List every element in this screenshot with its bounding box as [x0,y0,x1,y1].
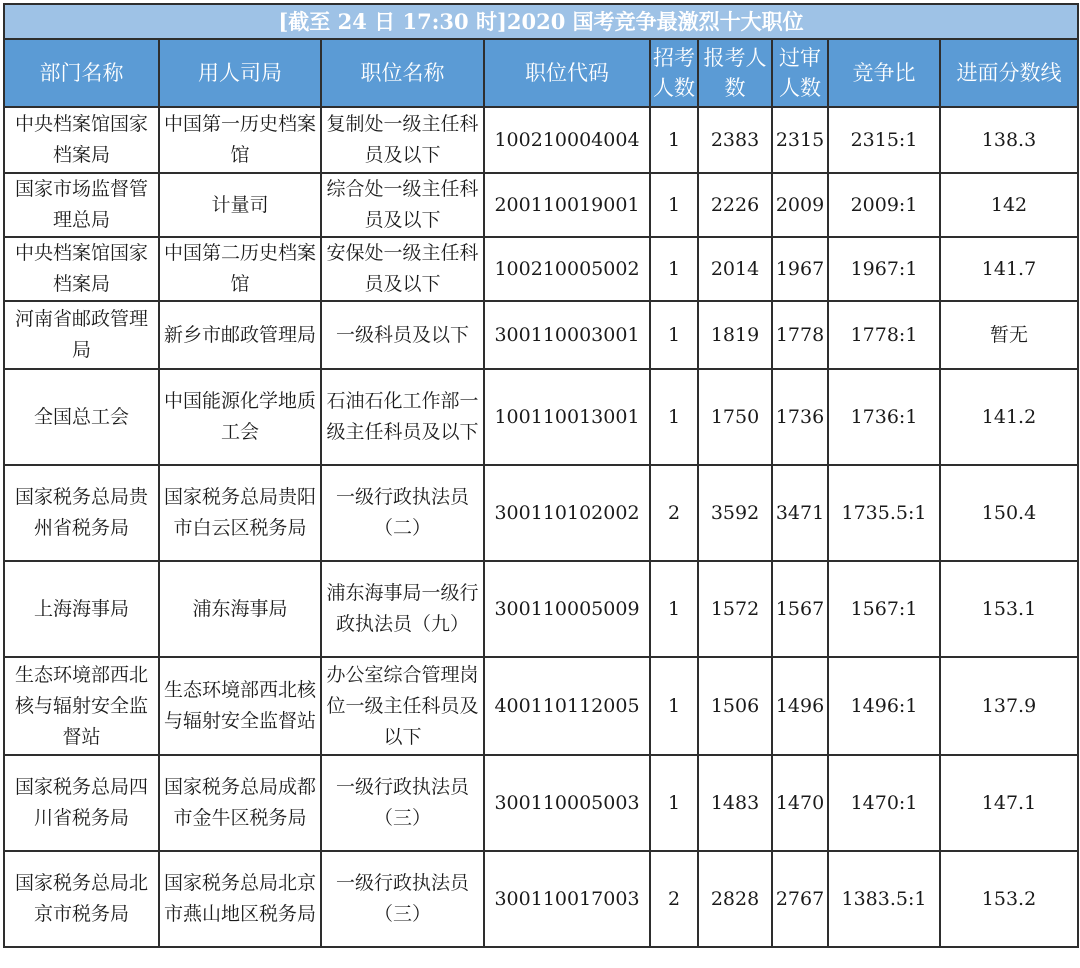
recruit-count-cell: 1 [650,657,698,755]
approved-count-cell: 1470 [772,755,828,851]
position-name-cell: 一级行政执法员（三） [321,755,484,851]
applicant-count-cell: 1506 [698,657,772,755]
position-name-cell: 办公室综合管理岗位一级主任科员及以下 [321,657,484,755]
applicant-count-cell: 1819 [698,301,772,369]
ratio-cell: 1736:1 [828,369,940,465]
bureau-cell: 生态环境部西北核与辐射安全监督站 [159,657,321,755]
position-code-cell: 400110112005 [484,657,650,755]
position-code-cell: 100210004004 [484,107,650,173]
dept-name-cell: 生态环境部西北核与辐射安全监督站 [4,657,159,755]
recruit-count-cell: 1 [650,369,698,465]
approved-count-cell: 2315 [772,107,828,173]
bureau-cell: 计量司 [159,173,321,237]
ratio-cell: 1967:1 [828,237,940,301]
approved-count-cell: 1496 [772,657,828,755]
dept-name-cell: 中央档案馆国家档案局 [4,107,159,173]
dept-name-cell: 国家税务总局四川省税务局 [4,755,159,851]
recruit-count-cell: 1 [650,561,698,657]
header-row [4,39,1078,107]
score-line-cell: 153.2 [940,851,1078,947]
applicant-count-cell: 3592 [698,465,772,561]
approved-count-cell: 1778 [772,301,828,369]
position-code-header: 职位代码 [484,39,650,107]
position-name-cell: 综合处一级主任科员及以下 [321,173,484,237]
table-row [4,173,1078,237]
applicant-count-cell: 2383 [698,107,772,173]
ratio-cell: 1735.5:1 [828,465,940,561]
approved-count-cell: 2009 [772,173,828,237]
position-name-header: 职位名称 [321,39,484,107]
position-code-cell: 300110003001 [484,301,650,369]
table-body [4,107,1078,947]
position-name-cell: 复制处一级主任科员及以下 [321,107,484,173]
applicant-count-header: 报考人数 [698,39,772,107]
applicant-count-cell: 2014 [698,237,772,301]
bureau-cell: 国家税务总局贵阳市白云区税务局 [159,465,321,561]
dept-name-cell: 河南省邮政管理局 [4,301,159,369]
bureau-cell: 浦东海事局 [159,561,321,657]
position-name-cell: 一级行政执法员（二） [321,465,484,561]
position-name-cell: 一级行政执法员（三） [321,851,484,947]
ratio-cell: 1778:1 [828,301,940,369]
table-row [4,657,1078,755]
position-name-cell: 石油石化工作部一级主任科员及以下 [321,369,484,465]
table-row [4,755,1078,851]
bureau-cell: 中国能源化学地质工会 [159,369,321,465]
applicant-count-cell: 2226 [698,173,772,237]
bureau-header: 用人司局 [159,39,321,107]
score-line-header: 进面分数线 [940,39,1078,107]
recruit-count-cell: 1 [650,755,698,851]
approved-count-cell: 1567 [772,561,828,657]
applicant-count-cell: 1483 [698,755,772,851]
recruit-count-cell: 1 [650,237,698,301]
ratio-cell: 1383.5:1 [828,851,940,947]
dept-name-header: 部门名称 [4,39,159,107]
recruit-count-cell: 2 [650,851,698,947]
dept-name-cell: 中央档案馆国家档案局 [4,237,159,301]
position-code-cell: 100210005002 [484,237,650,301]
score-line-cell: 153.1 [940,561,1078,657]
position-name-cell: 浦东海事局一级行政执法员（九） [321,561,484,657]
bureau-cell: 新乡市邮政管理局 [159,301,321,369]
position-code-cell: 100110013001 [484,369,650,465]
position-code-cell: 300110005009 [484,561,650,657]
approved-count-header: 过审人数 [772,39,828,107]
position-code-cell: 200110019001 [484,173,650,237]
score-line-cell: 暂无 [940,301,1078,369]
score-line-cell: 150.4 [940,465,1078,561]
table-row [4,465,1078,561]
score-line-cell: 141.7 [940,237,1078,301]
table-row [4,561,1078,657]
score-line-cell: 142 [940,173,1078,237]
recruit-count-cell: 2 [650,465,698,561]
score-line-cell: 138.3 [940,107,1078,173]
bureau-cell: 国家税务总局成都市金牛区税务局 [159,755,321,851]
score-line-cell: 147.1 [940,755,1078,851]
applicant-count-cell: 2828 [698,851,772,947]
table-row [4,237,1078,301]
ratio-cell: 1470:1 [828,755,940,851]
table-row [4,301,1078,369]
ratio-cell: 2315:1 [828,107,940,173]
recruit-count-header: 招考人数 [650,39,698,107]
recruit-count-cell: 1 [650,301,698,369]
table-title: [截至 24 日 17:30 时]2020 国考竞争最激烈十大职位 [4,4,1078,39]
table-row [4,107,1078,173]
position-code-cell: 300110102002 [484,465,650,561]
position-code-cell: 300110017003 [484,851,650,947]
dept-name-cell: 国家税务总局贵州省税务局 [4,465,159,561]
score-line-cell: 137.9 [940,657,1078,755]
ratio-cell: 1496:1 [828,657,940,755]
dept-name-cell: 国家市场监督管理总局 [4,173,159,237]
position-code-cell: 300110005003 [484,755,650,851]
bureau-cell: 国家税务总局北京市燕山地区税务局 [159,851,321,947]
table-row [4,369,1078,465]
bureau-cell: 中国第二历史档案馆 [159,237,321,301]
title-row [4,4,1078,39]
bureau-cell: 中国第一历史档案馆 [159,107,321,173]
ratio-cell: 1567:1 [828,561,940,657]
dept-name-cell: 国家税务总局北京市税务局 [4,851,159,947]
approved-count-cell: 1967 [772,237,828,301]
score-line-cell: 141.2 [940,369,1078,465]
table-row [4,851,1078,947]
position-name-cell: 安保处一级主任科员及以下 [321,237,484,301]
applicant-count-cell: 1572 [698,561,772,657]
ratio-header: 竞争比 [828,39,940,107]
dept-name-cell: 全国总工会 [4,369,159,465]
position-name-cell: 一级科员及以下 [321,301,484,369]
recruit-count-cell: 1 [650,107,698,173]
approved-count-cell: 3471 [772,465,828,561]
dept-name-cell: 上海海事局 [4,561,159,657]
ratio-cell: 2009:1 [828,173,940,237]
page [0,3,1080,968]
approved-count-cell: 1736 [772,369,828,465]
recruit-count-cell: 1 [650,173,698,237]
applicant-count-cell: 1750 [698,369,772,465]
competition-table [3,3,1079,948]
approved-count-cell: 2767 [772,851,828,947]
